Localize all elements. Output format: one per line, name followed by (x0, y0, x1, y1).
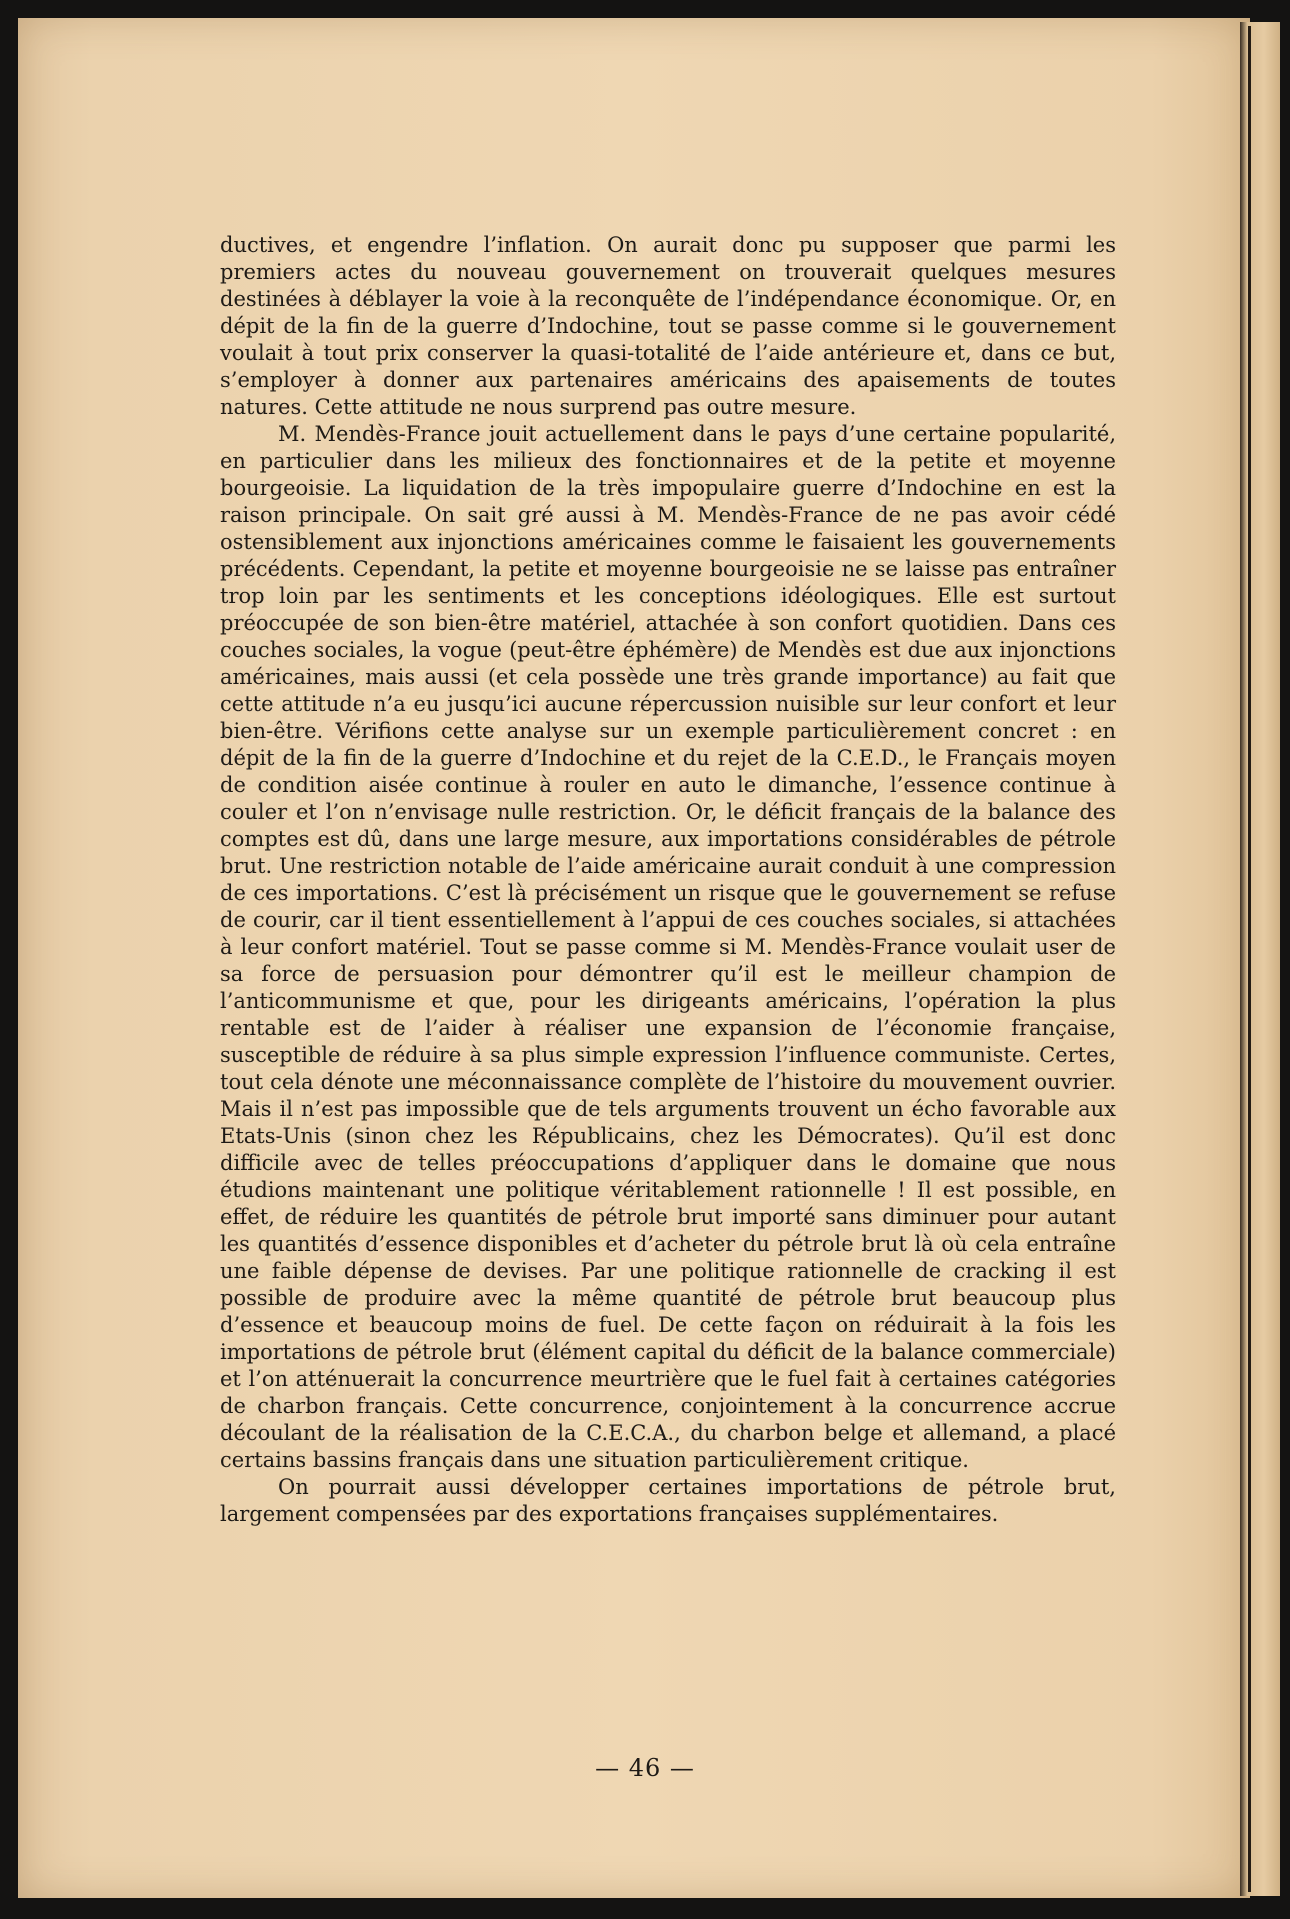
page-edge (1240, 22, 1280, 1896)
paragraph-2: M. Mendès-France jouit actuellement dans le pays d’une certaine popularité, en particulier dans les milieux des fonctionnaires et de la petite et moyenne bourgeoisie. La liquidation de la très impopulaire guerre d’Indochine en est la raison principale. On sait gré aussi à M. Mendès-France de ne pas avoir cédé ostensiblement aux injonctions américaines comme le faisaient les gouvernements précédents. Cependant, la petite et moyenne bourgeoisie ne se laisse pas entraîner trop loin par les sentiments et les conceptions idéologiques. Elle est surtout préoccupée de son bien-être matériel, attachée à son confort quotidien. Dans ces couches sociales, la vogue (peut-être éphémère) de Mendès est due aux injonctions américaines, mais aussi (et cela possède une très grande importance) au fait que cette attitude n’a eu jusqu’ici aucune répercussion nuisible sur leur confort et leur bien-être. Vérifions cette analyse sur un exemple particulièrement concret : en dépit de la fin de la guerre d’Indochine et du rejet de la C.E.D., le Français moyen de condition aisée continue à rouler en auto le dimanche, l’essence continue à couler et l’on n’envisage nulle restriction. Or, le déficit français de la balance des comptes est dû, dans une large mesure, aux importations considérables de pétrole brut. Une restriction notable de l’aide américaine aurait conduit à une compression de ces importations. C’est là précisément un risque que le gouvernement se refuse de courir, car il tient essentiellement à l’appui de ces couches sociales, si attachées à leur confort matériel. Tout se passe comme si M. Mendès-France voulait user de sa force de persuasion pour démontrer qu’il est le meilleur champion de l’anticommunisme et que, pour les dirigeants américains, l’opération la plus rentable est de l’aider à réaliser une expansion de l’économie française, susceptible de réduire à sa plus simple expression l’influence communiste. Certes, tout cela dénote une méconnaissance complète de l’histoire du mouvement ouvrier. Mais il n’est pas impossible que de tels arguments trouvent un écho favorable aux Etats-Unis (sinon chez les Républicains, chez les Démocrates). Qu’il est donc difficile avec de telles préoccupations d’appliquer dans le domaine que nous étudions maintenant une politique véritablement rationnelle ! Il est possible, en effet, de réduire les quantités de pétrole brut importé sans diminuer pour autant les quantités d’essence disponibles et d’acheter du pétrole brut là où cela entraîne une faible dépense de devises. Par une politique rationnelle de cracking il est possible de produire avec la même quantité de pétrole brut beaucoup plus d’essence et beaucoup moins de fuel. De cette façon on réduirait à la fois les importations de pétrole brut (élément capital du déficit de la balance commerciale) et l’on atténuerait la concurrence meurtrière que le fuel fait à certaines catégories de charbon français. Cette concurrence, conjointement à la concurrence accrue découlant de la réalisation de la C.E.C.A., du charbon belge et allemand, a placé certains bassins français dans une situation particulièrement critique. (220, 422, 1116, 1472)
paragraph-1: ductives, et engendre l’inflation. On aurait donc pu supposer que parmi les premiers actes du nouveau gouvernement on trouverait quelques mesures destinées à déblayer la voie à la reconquête de l’indépendance économique. Or, en dépit de la fin de la guerre d’Indochine, tout se passe comme si le gouvernement voulait à tout prix conserver la quasi-totalité de l’aide antérieure et, dans ce but, s’employer à donner aux partenaires américains des apaisements de toutes natures. Cette attitude ne nous surprend pas outre mesure. (220, 233, 1116, 419)
page-binding-shadow (1248, 26, 1251, 1892)
paragraph-3: On pourrait aussi développer certaines importations de pétrole brut, largement compensées par des exportations françaises supplémentaires. (220, 1475, 1116, 1526)
body-text (220, 232, 1116, 1528)
page-number: — 46 — (595, 1754, 695, 1782)
